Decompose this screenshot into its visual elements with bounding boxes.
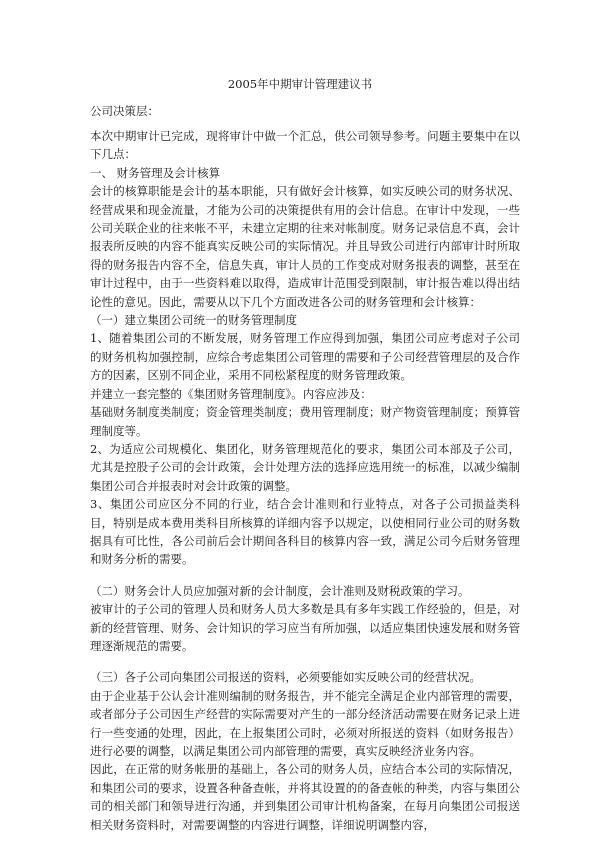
subsection-heading-2: （二）财务会计人员应加强对新的会计制度，会计准则及财税政策的学习。 — [90, 583, 470, 598]
document-title: 2005年中期审计管理建议书 — [227, 77, 373, 91]
paragraph-accounting-function: 会计的核算职能是会计的基本职能，只有做好会计核算，如实反映公司的财务状况、经营成果和现金流量，才能为公司的决策提供有用的会计信息。在审计中发现，一些公司关联企业的往来帐不平，未建立定期的往来对帐制度。财务记录信息不真，会计报表所反映的内容不能真实反映公司的实际情况。并且导致公司进行内部审计时所取得的财务报告内容不全，信息失真，审计人员的工作变成对财务报表的调整，甚至在审计过程中，由于一些资料难以取得，造成审计范围受到限制，审计报告难以得出结论性的意见。因此，需要从以下几个方面改进各公司的财务管理和会计核算： — [90, 184, 520, 309]
subsection-heading-3: （三）各子公司向集团公司报送的资料，必须要能如实反映公司的经营状况。 — [90, 670, 481, 685]
paragraph-reporting-adjustment: 由于企业基于公认会计准则编制的财务报告，并不能完全满足企业内部管理的需要，或者部分子公司因生产经营的实际需要对产生的一部分经济活动需要在财务记录上进行一些变通的处理，因此，在上报集团公司时，必须对所报送的资料（如财务报告）进行必要的调整，以满足集团公司内部管理的需要，真实反映经济业务内容。 — [90, 688, 520, 758]
section-heading-1: 一、 财务管理及会计核算 — [90, 165, 221, 180]
paragraph-system-list: 基础财务制度类制度；资金管理类制度；费用管理制度；财产物资管理制度；预算管理制度等。 — [90, 405, 520, 438]
intro-paragraph: 本次中期审计已完成，现将审计中做一个汇总，供公司领导参考。问题主要集中在以下几点： — [90, 129, 520, 162]
paragraph-system-intro: 并建立一套完整的《集团财务管理制度》。内容应涉及： — [90, 386, 372, 401]
paragraph-item-3: 3、集团公司应区分不同的行业，结合会计准则和行业特点，对各子公司损益类科目，特别是成本费用类科目所核算的详细内容予以规定，以使相同行业公司的财务数据具有可比性，各公司前后会计期间各科目的核算内容一致，满足公司今后财务管理和财务分析的需要。 — [90, 497, 520, 567]
paragraph-item-2: 2、为适应公司规模化、集团化，财务管理规范化的要求，集团公司本部及子公司，尤其是控股子公司的会计政策，会计处理方法的选择应选用统一的标准，以减少编制集团公司合并报表时对会计政策的调整。 — [90, 441, 520, 493]
paragraph-item-1: 1、随着集团公司的不断发展，财务管理工作应得到加强，集团公司应考虑对子公司的财务机构加强控制，应综合考虑集团公司管理的需要和子公司经营管理层的及合作方的因素，区别不同企业，采用不同松紧程度的财务管理政策。 — [90, 331, 520, 383]
paragraph-staff-training: 被审计的子公司的管理人员和财务人员大多数是具有多年实践工作经验的，但是，对新的经营管理、财务、会计知识的学习应当有所加强，以适应集团快速发展和财务管理逐渐规范的需要。 — [90, 602, 520, 653]
document-body — [90, 127, 520, 834]
paragraph-memo-accounts: 因此，在正常的财务帐册的基础上，各公司的财务人员，应结合本公司的实际情况，和集团公司的要求，设置各种备查帐，并将其设置的的备查帐的种类，内容与集团公司的相关部门和领导进行沟通，并到集团公司审计机构备案，在每月向集团公司报送相关财务资料时，对需要调整的内容进行调整，详细说明调整内容， — [90, 762, 520, 832]
subsection-heading-1: （一）建立集团公司统一的财务管理制度 — [90, 313, 297, 328]
greeting: 公司决策层： — [90, 104, 159, 118]
